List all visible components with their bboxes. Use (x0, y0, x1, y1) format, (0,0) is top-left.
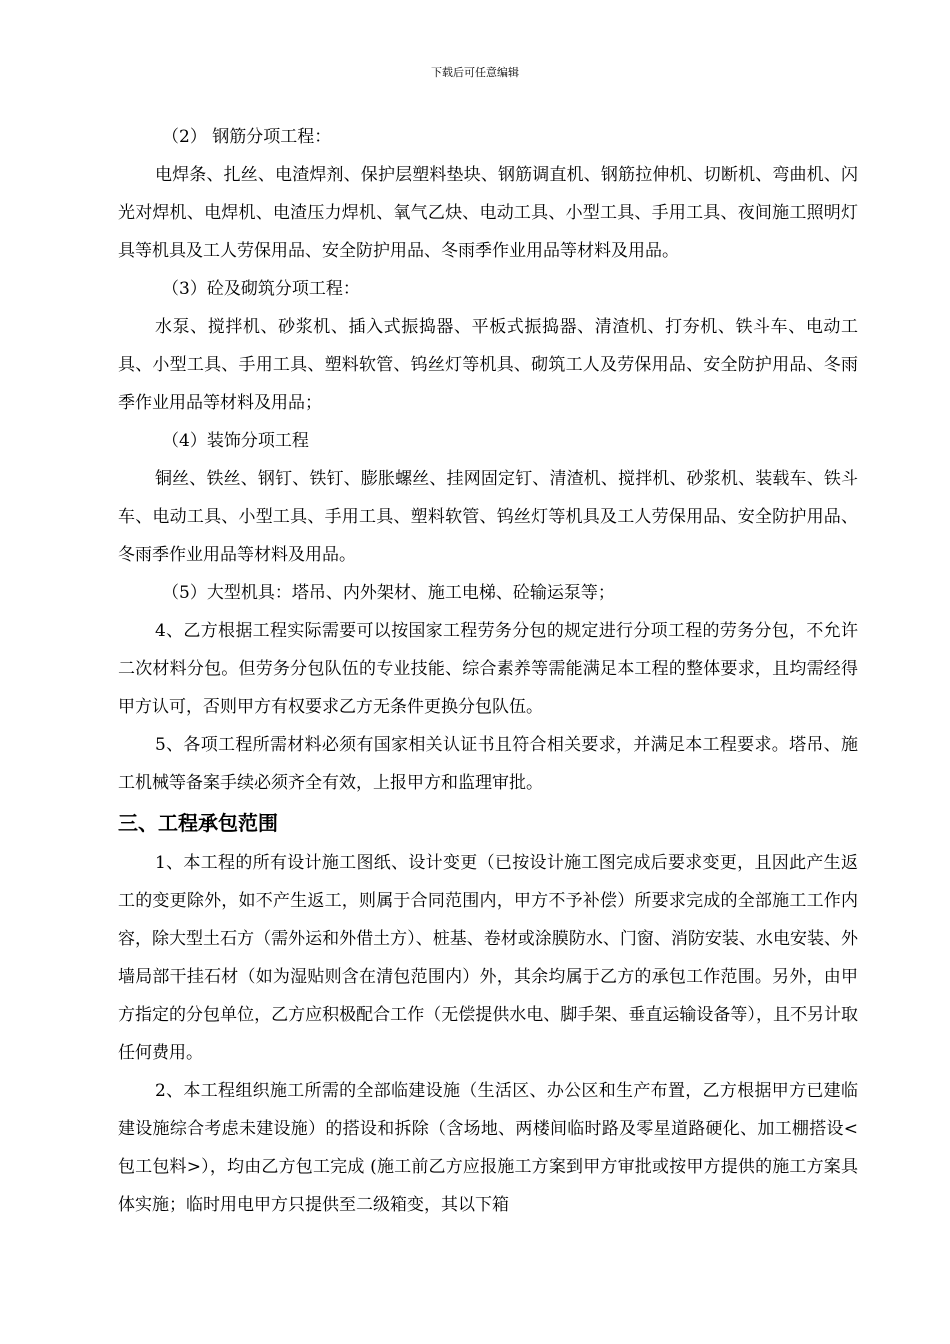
scope-clause-1-paragraph: 1、本工程的所有设计施工图纸、设计变更（已按设计施工图完成后要求变更，且因此产生返工的变更除外，如不产生返工，则属于合同范围内，甲方不予补偿）所要求完成的全部施工工作内容，除大型土石方（需外运和外借土方）、桩基、卷材或涂膜防水、门窗、消防安装、水电安装、外墙局部干挂石材（如为湿贴则含在清包范围内）外，其余均属于乙方的承包工作范围。另外，由甲方指定的分包单位，乙方应积极配合工作（无偿提供水电、脚手架、垂直运输设备等），且不另计取任何费用。 (118, 853, 858, 1063)
large-machinery-paragraph: （5）大型机具：塔吊、内外架材、施工电梯、砼输运泵等； (162, 583, 615, 603)
section-3-heading: 三、工程承包范围 (118, 811, 278, 835)
subsection-decoration-heading: （4）装饰分项工程 (162, 431, 309, 451)
rebar-materials-paragraph: 电焊条、扎丝、电渣焊剂、保护层塑料垫块、钢筋调直机、钢筋拉伸机、切断机、弯曲机、闪光对焊机、电焊机、电渣压力焊机、氧气乙炔、电动工具、小型工具、手用工具、夜间施工照明灯具等机具及工人劳保用品、安全防护用品、冬雨季作业用品等材料及用品。 (118, 165, 858, 261)
clause-5-paragraph: 5、各项工程所需材料必须有国家相关认证书且符合相关要求，并满足本工程要求。塔吊、施工机械等备案手续必须齐全有效，上报甲方和监理审批。 (118, 735, 858, 793)
subsection-rebar-heading: （2） 钢筋分项工程： (162, 127, 332, 147)
page-header: 下载后可任意编辑 (431, 66, 519, 79)
clause-4-paragraph: 4、乙方根据工程实际需要可以按国家工程劳务分包的规定进行分项工程的劳务分包，不允许二次材料分包。但劳务分包队伍的专业技能、综合素养等需能满足本工程的整体要求，且均需经得甲方认可，否则甲方有权要求乙方无条件更换分包队伍。 (118, 621, 858, 717)
scope-clause-2-paragraph: 2、本工程组织施工所需的全部临建设施（生活区、办公区和生产布置，乙方根据甲方已建临建设施综合考虑未建设施）的搭设和拆除（含场地、两楼间临时路及零星道路硬化、加工棚搭设<包工包料>），均由乙方包工完成 (施工前乙方应报施工方案到甲方审批或按甲方提供的施工方案具体实施；临时用电甲方只提供至二级箱变，其以下箱 (118, 1081, 858, 1215)
decoration-materials-paragraph: 铜丝、铁丝、钢钉、铁钉、膨胀螺丝、挂网固定钉、清渣机、搅拌机、砂浆机、装载车、铁斗车、电动工具、小型工具、手用工具、塑料软管、钨丝灯等机具及工人劳保用品、安全防护用品、冬雨季作业用品等材料及用品。 (118, 469, 858, 565)
document-body (118, 118, 858, 1224)
subsection-concrete-heading: （3）砼及砌筑分项工程： (162, 279, 360, 299)
concrete-materials-paragraph: 水泵、搅拌机、砂浆机、插入式振捣器、平板式振捣器、清渣机、打夯机、铁斗车、电动工具、小型工具、手用工具、塑料软管、钨丝灯等机具、砌筑工人及劳保用品、安全防护用品、冬雨季作业用品等材料及用品； (118, 317, 858, 413)
